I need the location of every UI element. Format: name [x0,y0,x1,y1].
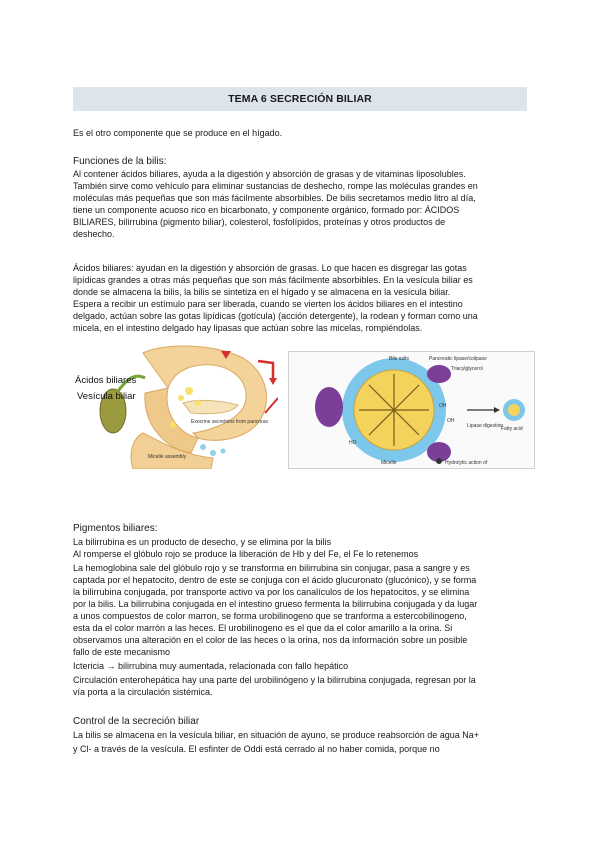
text-line: tiene un componente acuoso rico en bicarbonato, y componente orgánico, formado por: ÁCIDOS [73,205,460,215]
text-line: Espera a recibir un estímulo para ser liberada, cuando se vierten los ácidos biliares en el intestino [73,299,463,309]
text-line: Al contener ácidos biliares, ayuda a la digestión y absorción de grasas y de vitaminas liposolubles. [73,169,466,179]
text-line: captada por el hepatocito, dentro de este se conjuga con el ácido glucuronato (glucónico), y se forma [73,575,477,585]
text-line: observamos una alteración en el color de las heces o la orina, nos da información sobre un posible [73,635,468,645]
fatty-acid-label: Fatty acid [501,426,523,432]
anatomy-svg [73,343,278,469]
biliary-anatomy-illustration [73,343,278,469]
text-line: Al romperse el glóbulo rojo se produce la liberación de Hb y del Fe, el Fe lo retenemos [73,549,419,559]
label-acidos-biliares: Ácidos biliares [75,375,137,386]
text-line: donde se almacena la bilis, la bilis se sintetiza en el hígado y se almacena en la vesícula biliar. [73,287,451,297]
exocrine-label: Exocrine secretions from pancreas [191,419,268,425]
svg-text:HO: HO [349,440,357,446]
micelle-svg [289,352,534,468]
hydrolytic-label: Hydrolytic action of [445,460,488,466]
text-line: vía porta a la circulación sistémica. [73,687,213,697]
text-line: la bilirrubina conjugada, por transporte activo va por los canalículos de los hepatocitos, y se elimina [73,587,470,597]
svg-text:OH: OH [447,418,455,424]
text-line: fallo de este mecanismo [73,647,171,657]
svg-text:OH: OH [439,403,447,409]
text-line: Ictericia → bilirrubina muy aumentada, relacionada con fallo hepático [73,661,349,671]
triacylglycerol-label: Triacylglycerol [451,366,483,372]
micelle-illustration [288,351,535,469]
text-line: lipídicas grandes a otras más pequeñas que son más fácilmente absorbibles. En la vesícula biliar es [73,275,473,285]
text-line: La bilis se almacena en la vesícula biliar, en situación de ayuno, se produce reabsorción de agua Na+ [73,730,480,740]
text-line: Circulación enterohepática hay una parte del urobilinógeno y la bilirrubina conjugada, regresan por la [73,675,476,685]
heading-control: Control de la secreción biliar [73,716,200,727]
text-line: por la bilis. La bilirrubina conjugada en el intestino grueso fermenta la bilirrubina conjugada y da lugar [73,599,478,609]
text-line: esta da el color marrón a las heces. El urobilinogeno es el que da el color amarillo a la orina. Si [73,623,453,633]
text-line: La hemoglobina sale del glóbulo rojo y se transforma en bilirrubina sin conjugar, pasa a sangre y es [73,563,470,573]
title-bar [73,87,527,111]
text-line: delgado, actúan sobre las gotas lipídicas (gotícula) (acción detergente), la rodean y forman como una [73,311,478,321]
text-line: Ácidos biliares: ayudan en la digestión y absorción de grasas. Lo que hacen es disgregar las gotas [73,263,467,273]
text-line: BILIARES, bilirrubina (pigmento biliar), colesterol, fosfolípidos, proteínas y otros productos de [73,217,446,227]
label-vesicula-biliar: Vesícula biliar [77,391,136,402]
text-line: La bilirrubina es un producto de desecho, y se elimina por la bilis [73,537,332,547]
text-line: deshecho. [73,229,115,239]
heading-pigmentos: Pigmentos biliares: [73,523,158,534]
lipase-digestion-label: Lipase digestion [467,423,504,429]
digestion-figure [73,343,533,469]
page-title: TEMA 6 SECRECIÓN BILIAR [228,93,372,105]
micelle-label: Micelle [381,460,397,466]
lipase-label: Pancreatic lipase/colipase [429,356,487,362]
micelle-assembly-label: Micelle assembly [148,454,187,460]
text-line: moléculas más pequeñas que son más fácilmente absorbibles. De bilis secretamos medio litro al día, [73,193,476,203]
text-line: y Cl- a través de la vesícula. El esfinter de Oddi está cerrado al no haber comida, porque no [73,744,440,754]
text-line: También sirve como vehículo para eliminar sustancias de deshecho, rompe las moléculas grandes en [73,181,478,191]
intro-paragraph: Es el otro componente que se produce en el hígado. [73,128,283,138]
heading-funciones: Funciones de la bilis: [73,156,167,167]
bile-salts-label: Bile salts [389,356,410,362]
text-line: a unos compuestos de color marron, se forma urobilinogeno que se tranforma a estercobilinogeno, [73,611,467,621]
text-line: micela, en el intestino delgado hay lipasas que actúan sobre las micelas, rompiéndolas. [73,323,423,333]
